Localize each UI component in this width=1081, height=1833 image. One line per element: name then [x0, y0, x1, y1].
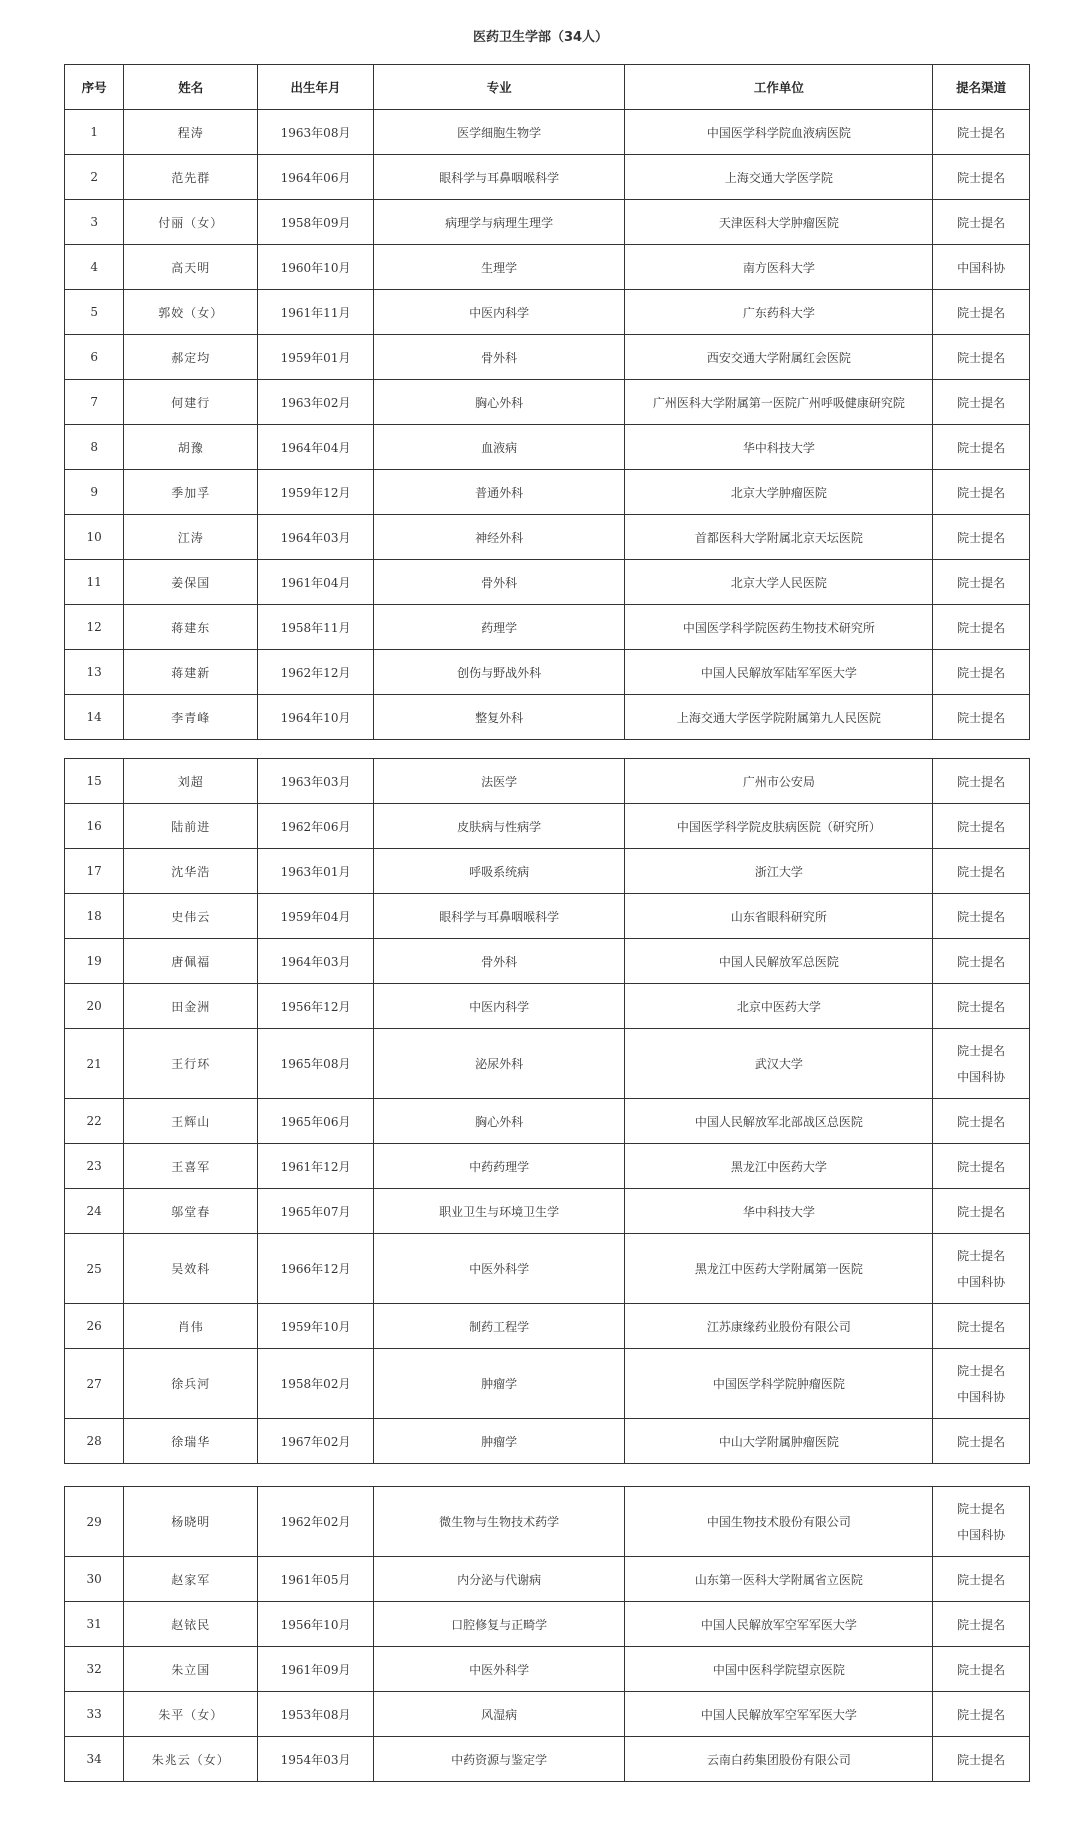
cell-name: 朱兆云（女） — [124, 1737, 258, 1782]
cell-name: 李青峰 — [124, 695, 258, 740]
cell-birth: 1966年12月 — [258, 1234, 374, 1304]
column-header-seq: 序号 — [65, 65, 124, 110]
cell-seq: 5 — [65, 290, 124, 335]
cell-seq: 4 — [65, 245, 124, 290]
cell-seq: 29 — [65, 1487, 124, 1557]
cell-org: 中国人民解放军空军军医大学 — [625, 1692, 933, 1737]
cell-name: 付丽（女） — [124, 200, 258, 245]
table-row — [65, 1487, 1030, 1557]
table-row — [65, 984, 1030, 1029]
cell-major: 眼科学与耳鼻咽喉科学 — [373, 155, 625, 200]
cell-channel — [933, 1304, 1030, 1349]
table-row — [65, 1189, 1030, 1234]
cell-birth: 1958年11月 — [258, 605, 374, 650]
cell-name: 徐瑞华 — [124, 1419, 258, 1464]
channel-label: 院士提名 — [957, 710, 1006, 725]
table-row — [65, 1099, 1030, 1144]
table-row — [65, 1692, 1030, 1737]
cell-seq: 7 — [65, 380, 124, 425]
cell-birth: 1962年06月 — [258, 804, 374, 849]
table-row — [65, 560, 1030, 605]
cell-major: 中药资源与鉴定学 — [373, 1737, 625, 1782]
cell-org: 江苏康缘药业股份有限公司 — [625, 1304, 933, 1349]
cell-seq: 14 — [65, 695, 124, 740]
cell-major: 眼科学与耳鼻咽喉科学 — [373, 894, 625, 939]
channel-label: 中国科协 — [957, 1389, 1006, 1404]
channel-label: 院士提名 — [957, 1248, 1006, 1263]
cell-name: 朱立国 — [124, 1647, 258, 1692]
cell-channel — [933, 155, 1030, 200]
cell-channel — [933, 894, 1030, 939]
cell-birth: 1963年03月 — [258, 759, 374, 804]
cell-channel — [933, 1487, 1030, 1557]
cell-major: 微生物与生物技术药学 — [373, 1487, 625, 1557]
table-row — [65, 605, 1030, 650]
cell-major: 骨外科 — [373, 335, 625, 380]
cell-major: 骨外科 — [373, 939, 625, 984]
cell-org: 上海交通大学医学院附属第九人民医院 — [625, 695, 933, 740]
channel-label: 院士提名 — [957, 395, 1006, 410]
channel-label: 院士提名 — [957, 1319, 1006, 1334]
table-row — [65, 1304, 1030, 1349]
channel-label: 院士提名 — [957, 1434, 1006, 1449]
cell-birth: 1964年06月 — [258, 155, 374, 200]
cell-major: 呼吸系统病 — [373, 849, 625, 894]
channel-label: 院士提名 — [957, 999, 1006, 1014]
column-header-org: 工作单位 — [625, 65, 933, 110]
cell-org: 中国医学科学院皮肤病医院（研究所） — [625, 804, 933, 849]
cell-birth: 1964年03月 — [258, 939, 374, 984]
cell-channel — [933, 1692, 1030, 1737]
channel-label: 院士提名 — [957, 125, 1006, 140]
cell-seq: 34 — [65, 1737, 124, 1782]
cell-birth: 1956年10月 — [258, 1602, 374, 1647]
cell-seq: 18 — [65, 894, 124, 939]
cell-name: 蒋建东 — [124, 605, 258, 650]
cell-major: 中医外科学 — [373, 1234, 625, 1304]
cell-org: 北京大学肿瘤医院 — [625, 470, 933, 515]
cell-seq: 28 — [65, 1419, 124, 1464]
cell-major: 皮肤病与性病学 — [373, 804, 625, 849]
channel-label: 院士提名 — [957, 305, 1006, 320]
channel-label: 院士提名 — [957, 1617, 1006, 1632]
cell-channel — [933, 290, 1030, 335]
cell-channel — [933, 200, 1030, 245]
cell-org: 中国医学科学院血液病医院 — [625, 110, 933, 155]
cell-channel — [933, 849, 1030, 894]
table-row — [65, 470, 1030, 515]
cell-birth: 1959年01月 — [258, 335, 374, 380]
cell-org: 中山大学附属肿瘤医院 — [625, 1419, 933, 1464]
cell-birth: 1967年02月 — [258, 1419, 374, 1464]
cell-major: 法医学 — [373, 759, 625, 804]
cell-major: 医学细胞生物学 — [373, 110, 625, 155]
cell-name: 王喜军 — [124, 1144, 258, 1189]
cell-channel — [933, 695, 1030, 740]
cell-seq: 10 — [65, 515, 124, 560]
channel-label: 院士提名 — [957, 774, 1006, 789]
cell-seq: 24 — [65, 1189, 124, 1234]
cell-birth: 1959年04月 — [258, 894, 374, 939]
cell-major: 中医内科学 — [373, 290, 625, 335]
cell-major: 风湿病 — [373, 1692, 625, 1737]
cell-seq: 16 — [65, 804, 124, 849]
cell-major: 内分泌与代谢病 — [373, 1557, 625, 1602]
column-header-birth: 出生年月 — [258, 65, 374, 110]
nominee-table-segment — [64, 64, 1030, 740]
cell-major: 肿瘤学 — [373, 1419, 625, 1464]
page-title: 医药卫生学部（34人） — [472, 30, 609, 45]
channel-label: 院士提名 — [957, 440, 1006, 455]
channel-label: 中国科协 — [957, 1527, 1006, 1542]
cell-birth: 1961年09月 — [258, 1647, 374, 1692]
cell-birth: 1956年12月 — [258, 984, 374, 1029]
cell-name: 王行环 — [124, 1029, 258, 1099]
cell-name: 邬堂春 — [124, 1189, 258, 1234]
cell-org: 西安交通大学附属红会医院 — [625, 335, 933, 380]
cell-birth: 1958年09月 — [258, 200, 374, 245]
cell-birth: 1953年08月 — [258, 1692, 374, 1737]
channel-label: 院士提名 — [957, 575, 1006, 590]
cell-seq: 15 — [65, 759, 124, 804]
cell-org: 广东药科大学 — [625, 290, 933, 335]
cell-channel — [933, 1557, 1030, 1602]
cell-seq: 8 — [65, 425, 124, 470]
cell-seq: 6 — [65, 335, 124, 380]
cell-channel — [933, 110, 1030, 155]
table-row — [65, 425, 1030, 470]
cell-channel — [933, 1029, 1030, 1099]
cell-birth: 1964年10月 — [258, 695, 374, 740]
channel-label: 院士提名 — [957, 665, 1006, 680]
channel-label: 院士提名 — [957, 1159, 1006, 1174]
cell-name: 郝定均 — [124, 335, 258, 380]
cell-seq: 25 — [65, 1234, 124, 1304]
channel-label: 院士提名 — [957, 1707, 1006, 1722]
channel-label: 院士提名 — [957, 1752, 1006, 1767]
table-row — [65, 650, 1030, 695]
cell-org: 北京大学人民医院 — [625, 560, 933, 605]
cell-channel — [933, 1099, 1030, 1144]
cell-birth: 1960年10月 — [258, 245, 374, 290]
cell-channel — [933, 605, 1030, 650]
cell-channel — [933, 245, 1030, 290]
cell-channel — [933, 470, 1030, 515]
cell-channel — [933, 650, 1030, 695]
column-header-name: 姓名 — [124, 65, 258, 110]
channel-label: 院士提名 — [957, 530, 1006, 545]
cell-name: 吴效科 — [124, 1234, 258, 1304]
cell-name: 王辉山 — [124, 1099, 258, 1144]
cell-channel — [933, 1144, 1030, 1189]
cell-org: 广州市公安局 — [625, 759, 933, 804]
cell-name: 郭姣（女） — [124, 290, 258, 335]
table-row — [65, 894, 1030, 939]
cell-name: 田金洲 — [124, 984, 258, 1029]
table-row — [65, 200, 1030, 245]
cell-seq: 22 — [65, 1099, 124, 1144]
cell-name: 陆前进 — [124, 804, 258, 849]
channel-label: 院士提名 — [957, 909, 1006, 924]
cell-name: 史伟云 — [124, 894, 258, 939]
cell-seq: 13 — [65, 650, 124, 695]
cell-seq: 30 — [65, 1557, 124, 1602]
channel-label: 院士提名 — [957, 1572, 1006, 1587]
cell-major: 病理学与病理生理学 — [373, 200, 625, 245]
cell-seq: 2 — [65, 155, 124, 200]
cell-channel — [933, 335, 1030, 380]
cell-seq: 3 — [65, 200, 124, 245]
cell-org: 武汉大学 — [625, 1029, 933, 1099]
nominee-table-segment — [64, 1486, 1030, 1782]
cell-org: 首都医科大学附属北京天坛医院 — [625, 515, 933, 560]
cell-seq: 31 — [65, 1602, 124, 1647]
cell-major: 整复外科 — [373, 695, 625, 740]
table-row — [65, 1234, 1030, 1304]
cell-seq: 21 — [65, 1029, 124, 1099]
cell-major: 中医内科学 — [373, 984, 625, 1029]
cell-org: 广州医科大学附属第一医院广州呼吸健康研究院 — [625, 380, 933, 425]
cell-major: 制药工程学 — [373, 1304, 625, 1349]
table-row — [65, 1737, 1030, 1782]
channel-label: 院士提名 — [957, 350, 1006, 365]
cell-major: 创伤与野战外科 — [373, 650, 625, 695]
cell-name: 高天明 — [124, 245, 258, 290]
nominee-table-segment — [64, 758, 1030, 1464]
cell-org: 山东省眼科研究所 — [625, 894, 933, 939]
cell-channel — [933, 380, 1030, 425]
table-row — [65, 849, 1030, 894]
channel-label: 中国科协 — [957, 260, 1006, 275]
cell-org: 浙江大学 — [625, 849, 933, 894]
cell-name: 蒋建新 — [124, 650, 258, 695]
cell-org: 中国人民解放军北部战区总医院 — [625, 1099, 933, 1144]
cell-org: 黑龙江中医药大学 — [625, 1144, 933, 1189]
cell-birth: 1963年01月 — [258, 849, 374, 894]
cell-channel — [933, 1234, 1030, 1304]
cell-birth: 1964年03月 — [258, 515, 374, 560]
cell-birth: 1964年04月 — [258, 425, 374, 470]
table-row — [65, 939, 1030, 984]
table-row — [65, 1602, 1030, 1647]
cell-org: 北京中医药大学 — [625, 984, 933, 1029]
cell-name: 刘超 — [124, 759, 258, 804]
cell-name: 徐兵河 — [124, 1349, 258, 1419]
cell-name: 唐佩福 — [124, 939, 258, 984]
cell-org: 华中科技大学 — [625, 1189, 933, 1234]
column-header-major: 专业 — [373, 65, 625, 110]
cell-seq: 19 — [65, 939, 124, 984]
cell-seq: 32 — [65, 1647, 124, 1692]
cell-channel — [933, 425, 1030, 470]
cell-major: 泌尿外科 — [373, 1029, 625, 1099]
table-row — [65, 1557, 1030, 1602]
cell-name: 范先群 — [124, 155, 258, 200]
table-row — [65, 1144, 1030, 1189]
cell-major: 药理学 — [373, 605, 625, 650]
cell-major: 口腔修复与正畸学 — [373, 1602, 625, 1647]
cell-channel — [933, 759, 1030, 804]
cell-org: 上海交通大学医学院 — [625, 155, 933, 200]
channel-label: 院士提名 — [957, 1204, 1006, 1219]
table-row — [65, 515, 1030, 560]
cell-seq: 17 — [65, 849, 124, 894]
cell-org: 华中科技大学 — [625, 425, 933, 470]
table-row — [65, 1029, 1030, 1099]
cell-major: 血液病 — [373, 425, 625, 470]
cell-org: 中国人民解放军总医院 — [625, 939, 933, 984]
cell-seq: 1 — [65, 110, 124, 155]
cell-channel — [933, 515, 1030, 560]
channel-label: 中国科协 — [957, 1069, 1006, 1084]
cell-channel — [933, 1419, 1030, 1464]
table-row — [65, 380, 1030, 425]
cell-org: 山东第一医科大学附属省立医院 — [625, 1557, 933, 1602]
cell-birth: 1965年08月 — [258, 1029, 374, 1099]
cell-name: 沈华浩 — [124, 849, 258, 894]
cell-channel — [933, 939, 1030, 984]
channel-label: 院士提名 — [957, 1363, 1006, 1378]
cell-birth: 1962年02月 — [258, 1487, 374, 1557]
cell-seq: 12 — [65, 605, 124, 650]
cell-org: 中国人民解放军陆军军医大学 — [625, 650, 933, 695]
cell-birth: 1954年03月 — [258, 1737, 374, 1782]
cell-org: 中国人民解放军空军军医大学 — [625, 1602, 933, 1647]
cell-major: 肿瘤学 — [373, 1349, 625, 1419]
cell-major: 中医外科学 — [373, 1647, 625, 1692]
cell-org: 中国生物技术股份有限公司 — [625, 1487, 933, 1557]
channel-label: 院士提名 — [957, 215, 1006, 230]
cell-channel — [933, 1737, 1030, 1782]
table-row — [65, 1349, 1030, 1419]
table-row — [65, 759, 1030, 804]
channel-label: 院士提名 — [957, 819, 1006, 834]
cell-seq: 9 — [65, 470, 124, 515]
cell-org: 天津医科大学肿瘤医院 — [625, 200, 933, 245]
cell-birth: 1962年12月 — [258, 650, 374, 695]
channel-label: 院士提名 — [957, 1662, 1006, 1677]
cell-name: 胡豫 — [124, 425, 258, 470]
channel-label: 院士提名 — [957, 485, 1006, 500]
cell-channel — [933, 1189, 1030, 1234]
cell-name: 赵家军 — [124, 1557, 258, 1602]
cell-birth: 1959年10月 — [258, 1304, 374, 1349]
table-row — [65, 110, 1030, 155]
cell-major: 神经外科 — [373, 515, 625, 560]
table-header-row — [65, 65, 1030, 110]
cell-org: 云南白药集团股份有限公司 — [625, 1737, 933, 1782]
cell-major: 生理学 — [373, 245, 625, 290]
cell-org: 中国医学科学院医药生物技术研究所 — [625, 605, 933, 650]
channel-label: 院士提名 — [957, 1043, 1006, 1058]
cell-birth: 1961年05月 — [258, 1557, 374, 1602]
cell-seq: 11 — [65, 560, 124, 605]
cell-org: 黑龙江中医药大学附属第一医院 — [625, 1234, 933, 1304]
cell-name: 江涛 — [124, 515, 258, 560]
channel-label: 院士提名 — [957, 170, 1006, 185]
cell-birth: 1965年06月 — [258, 1099, 374, 1144]
cell-name: 肖伟 — [124, 1304, 258, 1349]
channel-label: 院士提名 — [957, 1501, 1006, 1516]
cell-birth: 1961年12月 — [258, 1144, 374, 1189]
cell-name: 何建行 — [124, 380, 258, 425]
column-header-channel: 提名渠道 — [933, 65, 1030, 110]
cell-seq: 20 — [65, 984, 124, 1029]
cell-seq: 27 — [65, 1349, 124, 1419]
cell-channel — [933, 1647, 1030, 1692]
table-row — [65, 290, 1030, 335]
channel-label: 院士提名 — [957, 864, 1006, 879]
channel-label: 院士提名 — [957, 954, 1006, 969]
cell-birth: 1965年07月 — [258, 1189, 374, 1234]
cell-seq: 26 — [65, 1304, 124, 1349]
cell-seq: 23 — [65, 1144, 124, 1189]
table-row — [65, 245, 1030, 290]
cell-major: 职业卫生与环境卫生学 — [373, 1189, 625, 1234]
channel-label: 院士提名 — [957, 1114, 1006, 1129]
cell-name: 杨晓明 — [124, 1487, 258, 1557]
cell-name: 季加孚 — [124, 470, 258, 515]
cell-birth: 1959年12月 — [258, 470, 374, 515]
cell-major: 普通外科 — [373, 470, 625, 515]
cell-birth: 1963年02月 — [258, 380, 374, 425]
table-row — [65, 1647, 1030, 1692]
table-row — [65, 695, 1030, 740]
cell-channel — [933, 1602, 1030, 1647]
channel-label: 院士提名 — [957, 620, 1006, 635]
table-row — [65, 155, 1030, 200]
cell-major: 胸心外科 — [373, 1099, 625, 1144]
cell-channel — [933, 560, 1030, 605]
cell-major: 胸心外科 — [373, 380, 625, 425]
cell-org: 中国医学科学院肿瘤医院 — [625, 1349, 933, 1419]
cell-name: 程涛 — [124, 110, 258, 155]
table-row — [65, 1419, 1030, 1464]
cell-birth: 1961年11月 — [258, 290, 374, 335]
cell-birth: 1961年04月 — [258, 560, 374, 605]
cell-org: 中国中医科学院望京医院 — [625, 1647, 933, 1692]
table-row — [65, 804, 1030, 849]
cell-birth: 1958年02月 — [258, 1349, 374, 1419]
cell-name: 姜保国 — [124, 560, 258, 605]
table-row — [65, 335, 1030, 380]
cell-channel — [933, 1349, 1030, 1419]
cell-channel — [933, 804, 1030, 849]
cell-major: 骨外科 — [373, 560, 625, 605]
cell-name: 朱平（女） — [124, 1692, 258, 1737]
channel-label: 中国科协 — [957, 1274, 1006, 1289]
cell-major: 中药药理学 — [373, 1144, 625, 1189]
cell-birth: 1963年08月 — [258, 110, 374, 155]
cell-channel — [933, 984, 1030, 1029]
cell-org: 南方医科大学 — [625, 245, 933, 290]
cell-name: 赵铱民 — [124, 1602, 258, 1647]
cell-seq: 33 — [65, 1692, 124, 1737]
